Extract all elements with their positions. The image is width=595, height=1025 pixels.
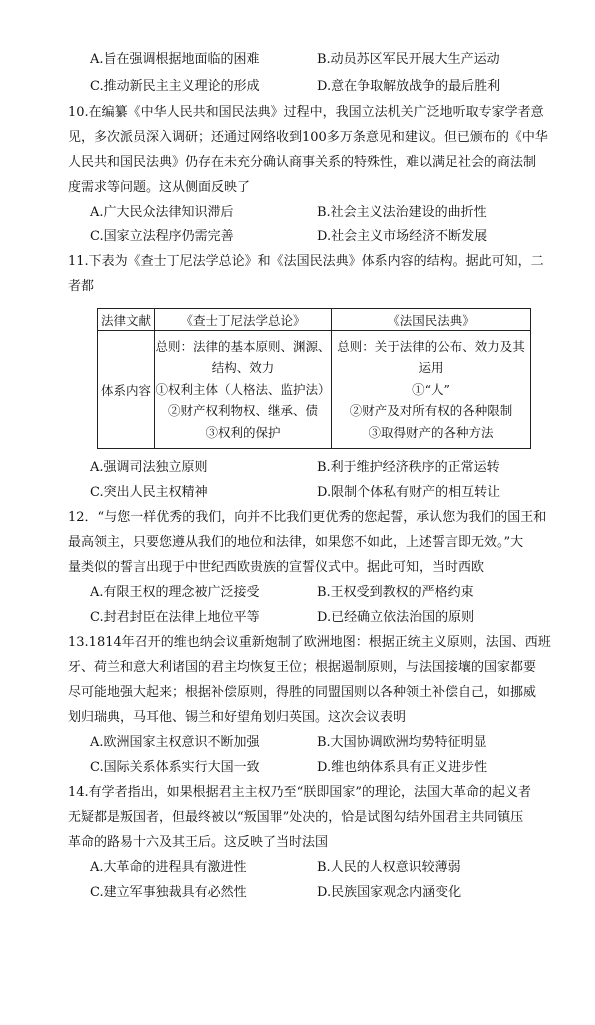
q9-options-row-1 [90,50,560,70]
q10-stem-line-3: 人民共和国民法典》仍存在未充分确认商事关系的特殊性，难以满足社会的商法制 [68,155,537,170]
q13-stem-line-1: 13.1814年召开的维也纳会议重新炮制了欧洲地图：根据正统主义原则，法国、西班 [68,635,551,650]
institutes-line-4: ②财产权利物权、继承、债 [167,403,318,419]
q13-stem-line-2: 牙、荷兰和意大利诸国的君主均恢复王位；根据遏制原则，与法国接壤的国家都要 [68,660,537,675]
institutes-line-3: ①权利主体（人格法、监护法） [155,381,331,397]
q12-option-d[interactable]: D.已经确立依法治国的原则 [317,610,475,625]
q14-option-d[interactable]: D.民族国家观念内涵变化 [317,885,462,900]
institutes-line-2: 结构、效力 [211,360,275,376]
q14-option-b[interactable]: B.人民的人权意识较薄弱 [317,860,461,875]
q14-stem-line-1: 14.有学者指出，如果根据君主主权乃至“朕即国家”的理论，法国大革命的起义者 [68,785,531,800]
q10-options-row-1 [90,203,560,223]
q13-option-a[interactable]: A.欧洲国家主权意识不断加强 [90,735,260,750]
q10-option-c[interactable]: C.国家立法程序仍需完善 [90,229,234,244]
q9-option-a[interactable]: A.旨在强调根据地面临的困难 [90,52,260,67]
q10-option-a[interactable]: A.广大民众法律知识滞后 [90,205,234,220]
table-content-row [98,331,531,449]
french-code-line-4: ②财产及对所有权的各种限制 [349,403,513,419]
q12-option-c[interactable]: C.封君封臣在法律上地位平等 [90,610,260,625]
table-header-law-document: 法律文献 [98,309,155,331]
q9-option-b[interactable]: B.动员苏区军民开展大生产运动 [317,52,500,67]
q13-options-row-1 [90,733,560,753]
q14-option-a[interactable]: A.大革命的进程具有激进性 [90,860,247,875]
q13-option-b[interactable]: B.大国协调欧洲均势特征明显 [317,735,487,750]
table-cell-institutes [155,331,332,449]
q12-stem-line-1: 12．“与您一样优秀的我们，向并不比我们更优秀的您起誓，承认您为我们的国王和 [68,510,547,525]
table-row-label: 体系内容 [98,331,155,449]
q11-options-row-2 [90,483,560,503]
q9-option-c[interactable]: C.推动新民主主义理论的形成 [90,79,260,94]
french-code-line-2: 运用 [418,360,444,376]
q13-stem-line-4: 划归瑞典，马耳他、锡兰和好望角划归英国。这次会议表明 [68,710,407,725]
table-header-institutes: 《查士丁尼法学总论》 [155,309,332,331]
table-header-row [98,309,531,331]
q14-options-row-1 [90,858,560,878]
q12-option-b[interactable]: B.王权受到教权的严格约束 [317,585,474,600]
q11-option-d[interactable]: D.限制个体私有财产的相互转让 [317,485,501,500]
q13-stem-line-3: 尽可能地强大起来；根据补偿原则，得胜的同盟国则以各种领土补偿自己，如挪威 [68,685,537,700]
q12-stem-line-3: 量类似的誓言出现于中世纪西欧贵族的宣誓仪式中。据此可知，当时西欧 [68,560,485,575]
french-code-line-3: ①“人” [412,381,450,397]
q14-stem-line-3: 革命的路易十六及其王后。这反映了当时法国 [68,835,329,850]
q10-stem-line-2: 见，多次派员深入调研；还通过网络收到100多万条意见和建议。但已颁布的《中华 [68,130,548,145]
q11-option-c[interactable]: C.突出人民主权精神 [90,485,208,500]
q14-option-c[interactable]: C.建立军事独裁具有必然性 [90,885,247,900]
q10-options-row-2 [90,227,560,247]
q12-options-row-1 [90,583,560,603]
q11-stem-line-1: 11.下表为《查士丁尼法学总论》和《法国民法典》体系内容的结构。据此可知，二 [68,254,544,269]
institutes-line-1: 总则：法律的基本原则、渊源、 [155,338,331,354]
q10-stem-line-4: 度需求等问题。这从侧面反映了 [68,180,251,195]
q12-stem-line-2: 最高领主，只要您遵从我们的地位和法律，如果您不如此，上述誓言即无效。”大 [68,535,524,550]
french-code-line-5: ③取得财产的各种方法 [368,424,494,440]
q10-stem-line-1: 10.在编纂《中华人民共和国民法典》过程中，我国立法机关广泛地听取专家学者意 [68,105,544,120]
q10-option-d[interactable]: D.社会主义市场经济不断发展 [317,229,488,244]
q11-option-b[interactable]: B.利于维护经济秩序的正常运转 [317,460,500,475]
french-code-line-1: 总则：关于法律的公布、效力及其 [337,338,525,354]
q12-options-row-2 [90,608,560,628]
q14-options-row-2 [90,883,560,903]
q14-stem-line-2: 无疑都是叛国者，但最终被以“叛国罪”处决的，恰是试图勾结外国君主共同镇压 [68,810,524,825]
q13-option-d[interactable]: D.维也纳体系具有正义进步性 [317,760,488,775]
q10-option-b[interactable]: B.社会主义法治建设的曲折性 [317,205,487,220]
table-header-french-civil-code: 《法国民法典》 [332,309,531,331]
q13-options-row-2 [90,758,560,778]
q9-option-d[interactable]: D.意在争取解放战争的最后胜利 [317,79,501,94]
q11-comparison-table [97,308,531,449]
q12-option-a[interactable]: A.有限王权的理念被广泛接受 [90,585,260,600]
table-cell-french-code [332,331,531,449]
q11-option-a[interactable]: A.强调司法独立原则 [90,460,208,475]
q11-stem-line-2: 者都 [68,279,95,294]
q13-option-c[interactable]: C.国际关系体系实行大国一致 [90,760,260,775]
institutes-line-5: ③权利的保护 [205,424,281,440]
q11-options-row-1 [90,458,560,478]
q9-options-row-2 [90,77,560,97]
